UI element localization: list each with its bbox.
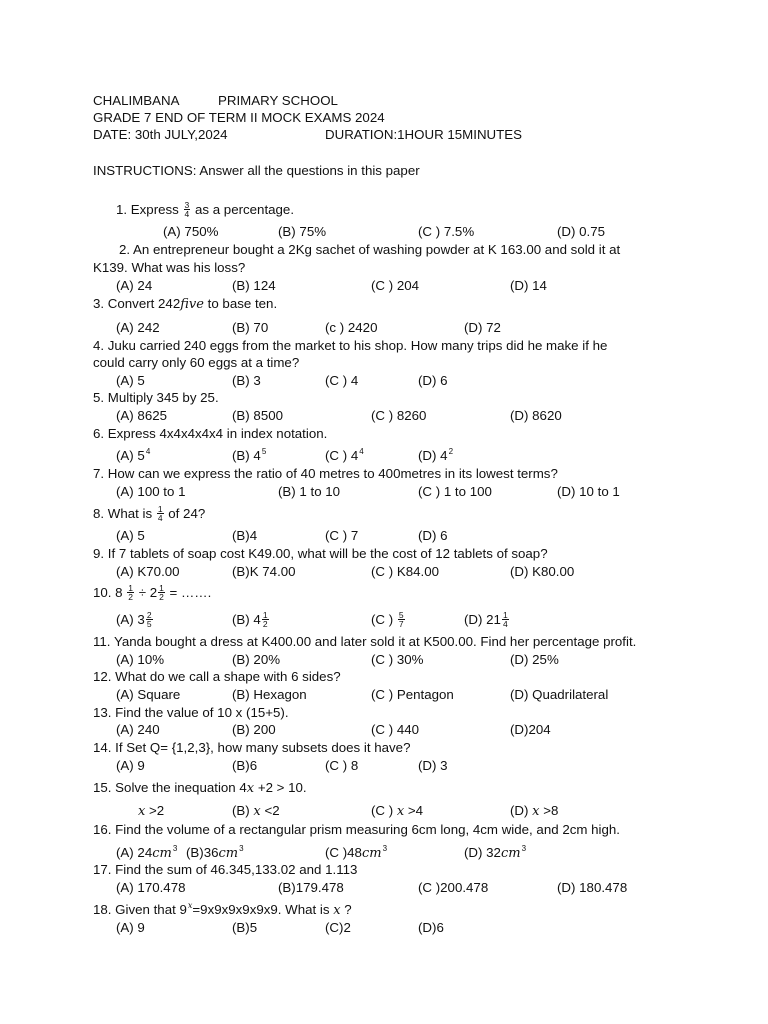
q3-option-a: (A) 242: [116, 320, 160, 335]
q4-option-b: (B) 3: [232, 373, 261, 388]
q10-option-b: (B) 4 $\frac{1}{2}$: [232, 610, 268, 629]
q14-option-b: (B)6: [232, 758, 258, 773]
q2-option-b: (B) 124: [232, 278, 276, 293]
q7-option-d: (D) 10 to 1: [557, 484, 620, 499]
q15-option-a: x >2: [138, 803, 165, 819]
q1-option-b: (B) 75%: [278, 224, 327, 239]
q7-option-b: (B) 1 to 10: [278, 484, 341, 499]
question-17: 17. Find the sum of 46.345,133.02 and 1.113: [93, 862, 358, 877]
question-2-line2: K139. What was his loss?: [93, 260, 246, 275]
q16-option-a: (A) $24cm^3$: [116, 844, 178, 861]
question-16: 16. Find the volume of a rectangular prism measuring 6cm long, 4cm wide, and 2cm high.: [93, 822, 620, 837]
q11-option-a: (A) 10%: [116, 652, 165, 667]
q7-option-c: (C ) 1 to 100: [418, 484, 492, 499]
fraction: $\frac{5}{7}$: [398, 610, 404, 629]
q14-option-a: (A) 9: [116, 758, 145, 773]
q13-option-c: (C ) 440: [371, 722, 420, 737]
fraction: $\frac{1}{4}$: [502, 610, 508, 629]
q12-option-c: (C ) Pentagon: [371, 687, 454, 702]
q3-option-c: (c ) 2420: [325, 320, 378, 335]
q18-option-c: (C)2: [325, 920, 351, 935]
q8-option-d: (D) 6: [418, 528, 448, 543]
exam-duration: DURATION:1HOUR 15MINUTES: [325, 127, 523, 142]
q4-option-a: (A) 5: [116, 373, 145, 388]
q17-option-b: (B)179.478: [278, 880, 344, 895]
q15-option-c: (C ) x >4: [371, 803, 424, 819]
question-3: 3. Convert 242five to base ten.: [93, 296, 278, 312]
question-18: 18. Given that $9^x=9x9x9x9x9x9$. What is x ?: [93, 901, 352, 918]
question-5: 5. Multiply 345 by 25.: [93, 390, 219, 405]
q5-option-a: (A) 8625: [116, 408, 167, 423]
question-13: 13. Find the value of 10 x (15+5).: [93, 705, 289, 720]
q10-option-d: (D) 21 $\frac{1}{4}$: [464, 610, 508, 629]
exam-date: DATE: 30th JULY,2024: [93, 127, 228, 142]
q8-option-b: (B)4: [232, 528, 258, 543]
q9-option-a: (A) K70.00: [116, 564, 180, 579]
fraction: $\frac{1}{4}$: [157, 504, 163, 523]
question-12: 12. What do we call a shape with 6 sides?: [93, 669, 341, 684]
q12-option-d: (D) Quadrilateral: [510, 687, 609, 702]
q8-option-c: (C ) 7: [325, 528, 359, 543]
q10-option-a: (A) 3 $\frac{2}{5}$: [116, 610, 152, 629]
q17-option-c: (C )200.478: [418, 880, 489, 895]
q18-option-a: (A) 9: [116, 920, 145, 935]
q3-option-b: (B) 70: [232, 320, 269, 335]
q13-option-d: (D)204: [510, 722, 551, 737]
question-11: 11. Yanda bought a dress at K400.00 and later sold it at K500.00. Find her percentage profit.: [93, 634, 637, 649]
q11-option-b: (B) 20%: [232, 652, 281, 667]
fraction: $\frac{3}{4}$: [184, 200, 190, 219]
q5-option-c: (C ) 8260: [371, 408, 427, 423]
instructions: INSTRUCTIONS: Answer all the questions in this paper: [93, 163, 420, 178]
q16-option-d: (D) $32cm^3$: [464, 844, 527, 861]
school-type: PRIMARY SCHOOL: [218, 93, 338, 108]
question-9: 9. If 7 tablets of soap cost K49.00, what will be the cost of 12 tablets of soap?: [93, 546, 548, 561]
q16-option-c: (C )$48cm^3$: [325, 844, 388, 861]
q10-option-c: (C ) $\frac{5}{7}$: [371, 610, 404, 629]
q9-option-d: (D) K80.00: [510, 564, 575, 579]
q18-option-b: (B)5: [232, 920, 258, 935]
q6-option-d: (D) $4^2$: [418, 447, 454, 463]
q15-option-b: (B) x <2: [232, 803, 280, 819]
q2-option-c: (C ) 204: [371, 278, 420, 293]
question-8: 8. What is $\frac{1}{4}$ of 24?: [93, 504, 206, 523]
q1-option-d: (D) 0.75: [557, 224, 606, 239]
q1-option-a: (A) 750%: [163, 224, 219, 239]
q15-option-d: (D) x >8: [510, 803, 559, 819]
q14-option-d: (D) 3: [418, 758, 448, 773]
fraction: $\frac{2}{5}$: [146, 610, 152, 629]
q9-option-c: (C ) K84.00: [371, 564, 439, 579]
fraction: $\frac{1}{2}$: [128, 583, 134, 602]
q16-option-b: $(B)36cm^3$: [186, 844, 244, 861]
q8-option-a: (A) 5: [116, 528, 145, 543]
q2-option-d: (D) 14: [510, 278, 547, 293]
question-7: 7. How can we express the ratio of 40 metres to 400metres in its lowest terms?: [93, 466, 558, 481]
q2-option-a: (A) 24: [116, 278, 153, 293]
q5-option-d: (D) 8620: [510, 408, 562, 423]
question-2-line1: 2. An entrepreneur bought a 2Kg sachet of washing powder at K 163.00 and sold it at: [119, 242, 621, 257]
q11-option-c: (C ) 30%: [371, 652, 424, 667]
q12-option-a: (A) Square: [116, 687, 181, 702]
question-1: 1. Express $\frac{3}{4}$ as a percentage.: [116, 200, 295, 219]
fraction: $\frac{1}{2}$: [262, 610, 268, 629]
q14-option-c: (C ) 8: [325, 758, 359, 773]
q1-option-c: (C ) 7.5%: [418, 224, 475, 239]
q5-option-b: (B) 8500: [232, 408, 283, 423]
q4-option-d: (D) 6: [418, 373, 448, 388]
q3-option-d: (D) 72: [464, 320, 501, 335]
q18-option-d: (D)6: [418, 920, 444, 935]
q12-option-b: (B) Hexagon: [232, 687, 307, 702]
school-name: CHALIMBANA: [93, 93, 180, 108]
fraction: $\frac{1}{2}$: [159, 583, 164, 602]
q4-option-c: (C ) 4: [325, 373, 359, 388]
q17-option-d: (D) 180.478: [557, 880, 628, 895]
question-4-line2: could carry only 60 eggs at a time?: [93, 355, 300, 370]
q13-option-a: (A) 240: [116, 722, 160, 737]
q6-option-a: (A) $5^4$: [116, 447, 151, 463]
question-6: 6. Express 4x4x4x4x4 in index notation.: [93, 426, 328, 441]
q13-option-b: (B) 200: [232, 722, 276, 737]
q17-option-a: (A) 170.478: [116, 880, 186, 895]
question-4-line1: 4. Juku carried 240 eggs from the market to his shop. How many trips did he make if he: [93, 338, 608, 353]
question-14: 14. If Set Q= {1,2,3}, how many subsets does it have?: [93, 740, 411, 755]
question-10: 10. 8 $\frac{1}{2}$ ÷ 2 $\frac{1}{2}$ = …….: [93, 583, 212, 602]
q9-option-b: (B)K 74.00: [232, 564, 296, 579]
q6-option-c: (C ) $4^4$: [325, 447, 364, 463]
exam-title: GRADE 7 END OF TERM II MOCK EXAMS 2024: [93, 110, 385, 125]
q6-option-b: (B) $4^5$: [232, 447, 267, 463]
q7-option-a: (A) 100 to 1: [116, 484, 186, 499]
question-15: 15. Solve the inequation 4x +2 > 10.: [93, 780, 307, 796]
q11-option-d: (D) 25%: [510, 652, 559, 667]
